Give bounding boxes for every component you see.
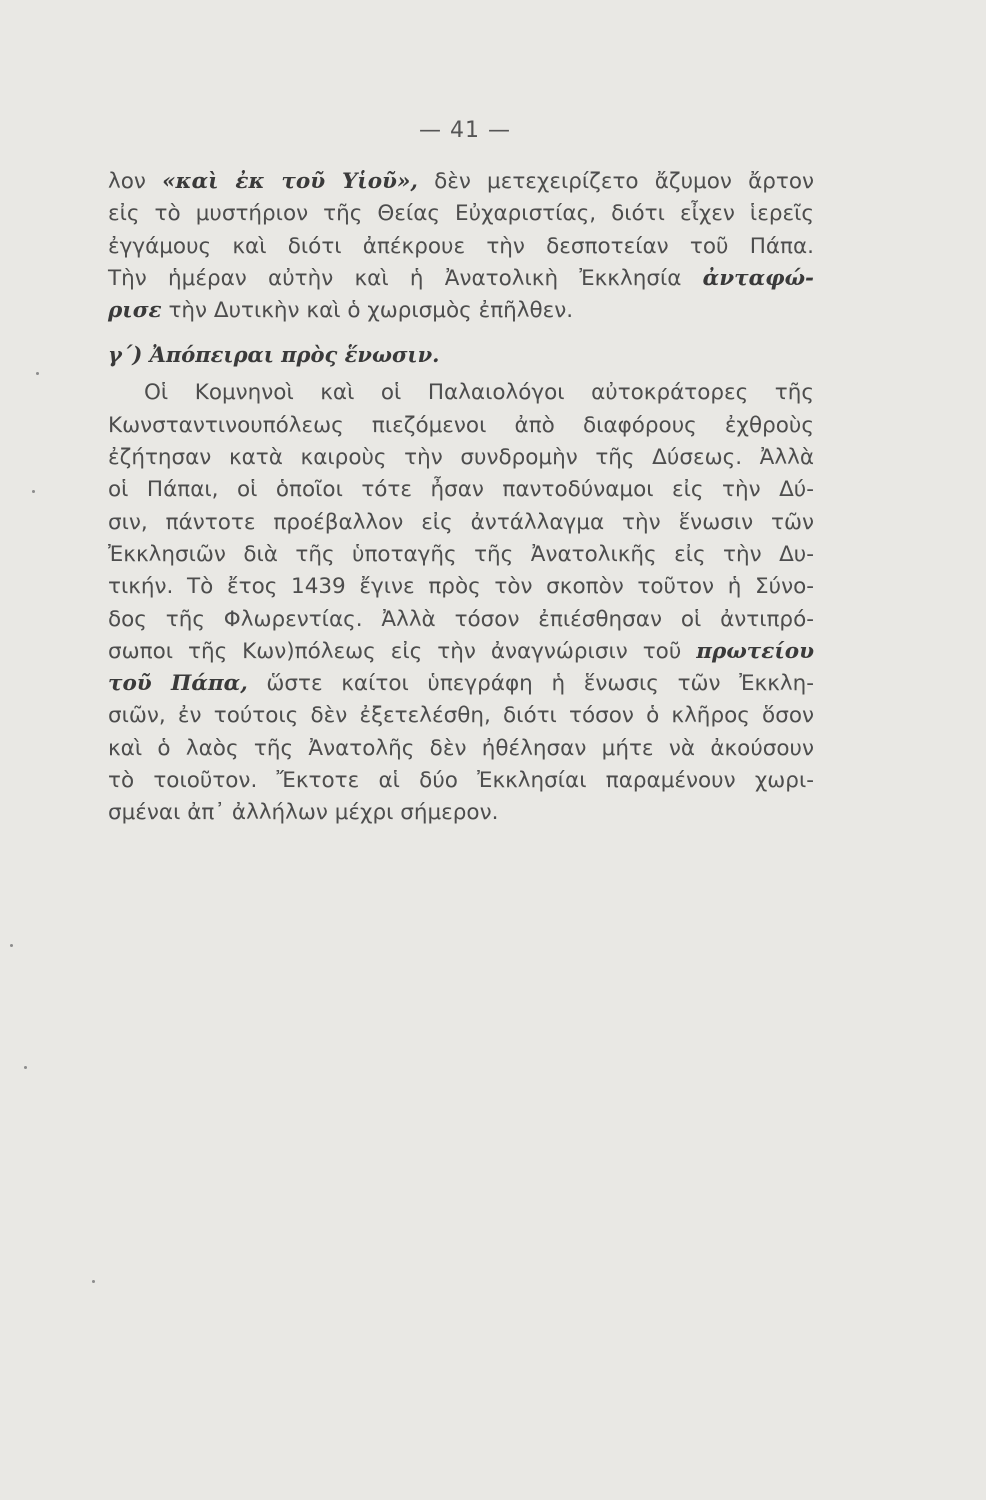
italic-word: ἀνταφώ- <box>702 265 814 291</box>
page-number: — 41 — <box>419 118 511 143</box>
line-text: σωποι τῆς Κων)πόλεως εἰς τὴν ἀναγνώρισιν τοῦ <box>108 638 682 664</box>
paragraph-2-line-9 <box>108 636 814 668</box>
italic-word: πρωτείου <box>696 638 814 664</box>
italic-phrase: «καὶ ἐκ τοῦ Υἱοῦ», <box>162 169 418 194</box>
line-text: ὥστε καίτοι ὑπεγράφη ἡ ἕνωσις τῶν Ἐκκλη- <box>266 671 814 697</box>
paragraph-2-line-13: τὸ τοιοῦτον. Ἔκτοτε αἱ δύο Ἐκκλησίαι παραμένουν χωρι- <box>108 768 814 794</box>
line-lead: λον <box>108 169 146 194</box>
line-text: Τὴν ἡμέραν αὐτὴν καὶ ἡ Ἀνατολικὴ Ἐκκλησία <box>108 265 682 291</box>
paragraph-2-line-2: Κωνσταντινουπόλεως πιεζόμενοι ἀπὸ διαφόρους ἐχθροὺς <box>108 412 814 438</box>
paragraph-1-line-4 <box>108 263 814 295</box>
italic-word: ρισε <box>108 298 162 324</box>
paragraph-2-line-11: σιῶν, ἐν τούτοις δὲν ἐξετελέσθη, διότι τόσον ὁ κλῆρος ὅσον <box>108 703 814 729</box>
scan-speck <box>32 490 35 493</box>
line-rest: δὲν μετεχειρίζετο ἄζυμον ἄρτον <box>434 169 814 194</box>
section-heading-text: γ΄) Ἀπόπειραι πρὸς ἕνωσιν. <box>108 342 440 368</box>
paragraph-1-line-3: ἐγγάμους καὶ διότι ἀπέκρουε τὴν δεσποτείαν τοῦ Πάπα. <box>108 233 814 259</box>
scan-speck <box>36 372 39 375</box>
scan-speck <box>10 944 13 947</box>
paragraph-2-line-6: Ἐκκλησιῶν διὰ τῆς ὑποταγῆς τῆς Ἀνατολικῆς εἰς τὴν Δυ- <box>108 541 814 567</box>
section-heading <box>108 333 814 377</box>
scan-speck <box>92 1280 95 1283</box>
paragraph-2-line-7: τικήν. Τὸ ἔτος 1439 ἔγινε πρὸς τὸν σκοπὸν τοῦτον ἡ Σύνο- <box>108 574 814 600</box>
body-text <box>108 166 814 830</box>
paragraph-2-line-3: ἐζήτησαν κατὰ καιροὺς τὴν συνδρομὴν τῆς Δύσεως. Ἀλλὰ <box>108 445 814 471</box>
italic-phrase: τοῦ Πάπα, <box>108 671 248 697</box>
paragraph-2-line-8: δος τῆς Φλωρεντίας. Ἀλλὰ τόσον ἐπιέσθησαν οἱ ἀντιπρό- <box>108 606 814 632</box>
paragraph-2-line-10 <box>108 668 814 700</box>
paragraph-1-line-1 <box>108 166 814 198</box>
paragraph-2-line-1: Οἱ Κομνηνοὶ καὶ οἱ Παλαιολόγοι αὐτοκράτορες τῆς <box>144 380 814 406</box>
scan-speck <box>24 1066 27 1069</box>
paragraph-1-line-2: εἰς τὸ μυστήριον τῆς Θείας Εὐχαριστίας, διότι εἶχεν ἱερεῖς <box>108 201 814 227</box>
line-text: τὴν Δυτικὴν καὶ ὁ χωρισμὸς ἐπῆλθεν. <box>168 298 574 324</box>
paragraph-2-line-5: σιν, πάντοτε προέβαλλον εἰς ἀντάλλαγμα τὴν ἕνωσιν τῶν <box>108 509 814 535</box>
paragraph-1-line-5 <box>108 295 814 327</box>
paragraph-2-line-14: σμέναι ἀπ᾿ ἀλλήλων μέχρι σήμερον. <box>108 800 499 826</box>
paragraph-2-line-12: καὶ ὁ λαὸς τῆς Ἀνατολῆς δὲν ἠθέλησαν μήτε νὰ ἀκούσουν <box>108 735 814 761</box>
paragraph-2-line-4: οἱ Πάπαι, οἱ ὁποῖοι τότε ἦσαν παντοδύναμοι εἰς τὴν Δύ- <box>108 477 814 503</box>
